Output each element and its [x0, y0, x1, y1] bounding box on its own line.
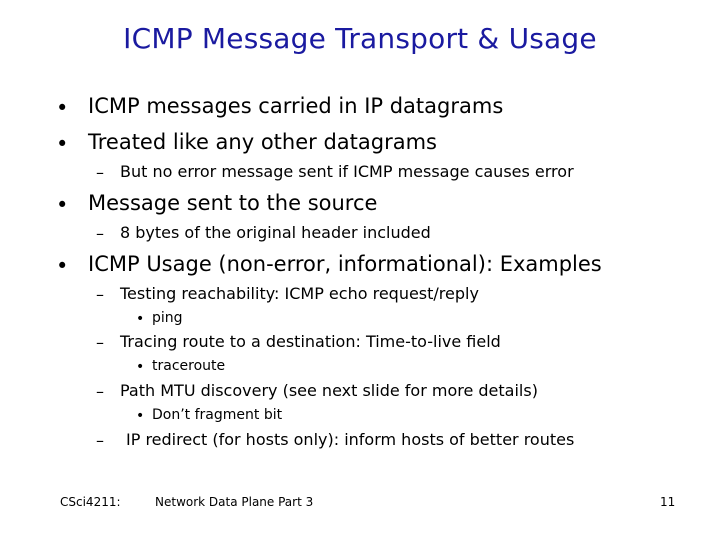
slide-title: ICMP Message Transport & Usage: [123, 22, 597, 55]
sub-bullet-path-mtu: Path MTU discovery (see next slide for more details): [120, 381, 538, 400]
sub-bullet-tracing-route: Tracing route to a destination: Time-to-live field: [120, 332, 501, 351]
sub-sub-bullet-marker: •: [136, 311, 145, 327]
bullet-icmp-in-ip: ICMP messages carried in IP datagrams: [88, 94, 504, 118]
bullet-marker: •: [56, 254, 69, 278]
sub-bullet-marker: –: [96, 333, 104, 352]
sub-bullet-ip-redirect: IP redirect (for hosts only): inform hosts of better routes: [126, 430, 575, 449]
sub-sub-bullet-traceroute: traceroute: [152, 358, 226, 374]
sub-bullet-8-bytes-header: 8 bytes of the original header included: [120, 223, 431, 242]
sub-sub-bullet-marker: •: [136, 408, 145, 424]
sub-bullet-marker: –: [96, 431, 104, 450]
sub-bullet-testing-reachability: Testing reachability: ICMP echo request/reply: [120, 284, 479, 303]
sub-bullet-marker: –: [96, 224, 104, 243]
sub-sub-bullet-marker: •: [136, 359, 145, 375]
sub-bullet-marker: –: [96, 285, 104, 304]
sub-bullet-no-error-on-error: But no error message sent if ICMP message causes error: [120, 162, 574, 181]
sub-bullet-marker: –: [96, 382, 104, 401]
bullet-marker: •: [56, 96, 69, 120]
sub-sub-bullet-dont-fragment: Don’t fragment bit: [152, 407, 283, 423]
bullet-marker: •: [56, 132, 69, 156]
bullet-icmp-usage: ICMP Usage (non-error, informational): Examples: [88, 252, 602, 276]
footer-page-number: 11: [660, 495, 676, 509]
sub-bullet-marker: –: [96, 163, 104, 182]
bullet-marker: •: [56, 193, 69, 217]
footer-topic: Network Data Plane Part 3: [155, 495, 314, 509]
sub-sub-bullet-ping: ping: [152, 310, 183, 326]
footer-course: CSci4211:: [60, 495, 121, 509]
bullet-treated-like-datagrams: Treated like any other datagrams: [88, 130, 437, 154]
bullet-sent-to-source: Message sent to the source: [88, 191, 378, 215]
